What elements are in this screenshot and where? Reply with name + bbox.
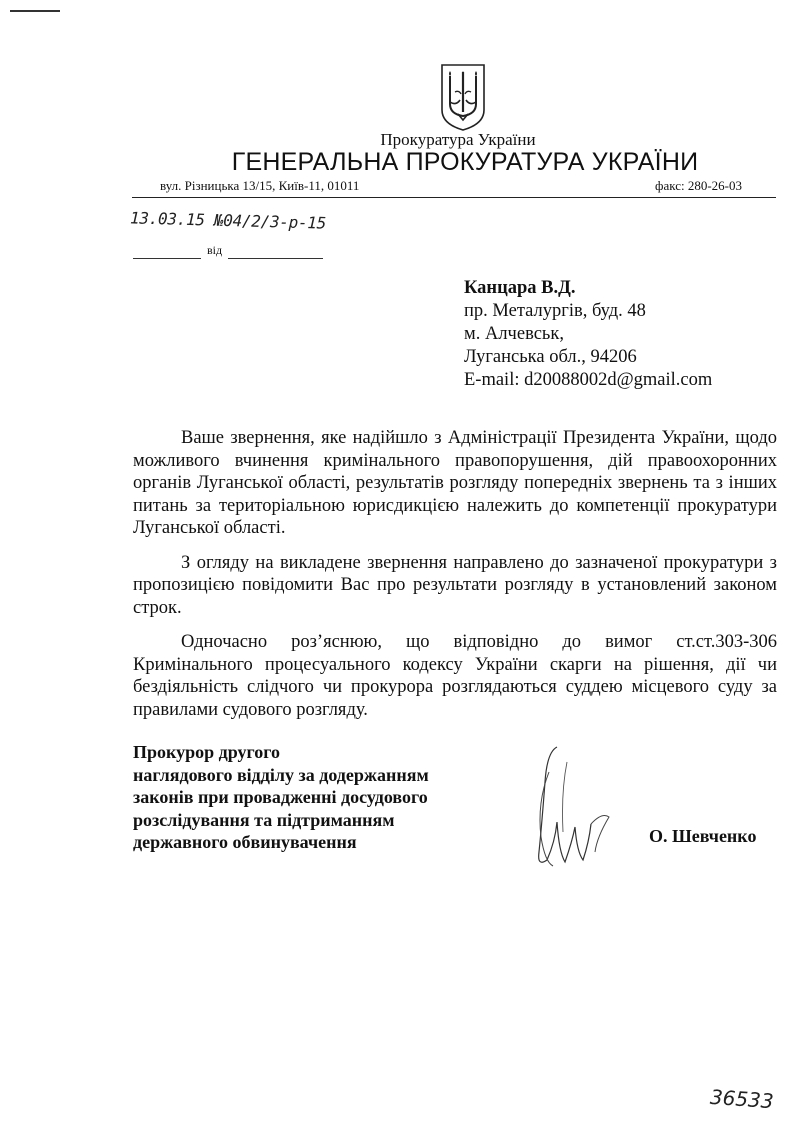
signatory-position: [133, 741, 429, 854]
letter-body: [133, 427, 777, 733]
date-blank-line: [228, 258, 323, 259]
registration-number-handwritten: 13.03.15 №04/2/3-р-15: [129, 208, 327, 233]
handwritten-document-number: 36533: [709, 1084, 775, 1114]
organization-fax: факс: 280-26-03: [655, 178, 742, 193]
signatory-position-line: Прокурор другого: [133, 742, 280, 762]
recipient-email: E-mail: d20088002d@gmail.com: [464, 370, 713, 390]
recipient-street: пр. Металургів, буд. 48: [464, 301, 646, 321]
date-label: від: [207, 243, 223, 257]
body-paragraph: Ваше звернення, яке надійшло з Адміністрації Президента України, щодо можливого вчинення кримінального правопорушення, дій правоохоронних органів Луганської області, результатів розгляду попередніх звернень та з інших питань за територіальною юрисдикцією належить до компетенції прокуратури Луганської області.: [133, 428, 777, 538]
organization-address: вул. Різницька 13/15, Київ-11, 01011: [160, 178, 360, 193]
body-paragraph: З огляду на викладене звернення направлено до зазначеної прокуратури з пропозицією повідомити Вас про результати розгляду в установлений законом строк.: [133, 552, 777, 618]
signatory-position-line: законів при провадженні досудового: [133, 787, 428, 807]
scan-mark: [10, 8, 60, 14]
handwritten-signature: [517, 742, 627, 872]
signatory-position-line: розслідування та підтриманням: [133, 809, 395, 830]
header-divider: [132, 197, 776, 198]
signatory-position-line: державного обвинувачення: [133, 832, 357, 852]
body-paragraph: Одночасно роз’яснюю, що відповідно до вимог ст.ст.303-306 Кримінального процесуального кодексу України скарги на рішення, дії чи бездіяльність слідчого чи прокурора розглядаються суддею місцевого суду за правилами судового розгляду.: [133, 632, 777, 720]
recipient-city: м. Алчевськ,: [464, 324, 564, 344]
number-blank-line: [133, 258, 201, 259]
coat-of-arms-icon: [439, 62, 487, 132]
recipient-block: [464, 277, 712, 392]
recipient-name: Канцара В.Д.: [464, 278, 576, 298]
recipient-region: Луганська обл., 94206: [464, 347, 637, 367]
signatory-position-line: наглядового відділу за додержанням: [133, 764, 429, 785]
signatory-name: О. Шевченко: [649, 826, 757, 846]
organization-title: ГЕНЕРАЛЬНА ПРОКУРАТУРА УКРАЇНИ: [231, 148, 699, 176]
organization-subtitle: Прокуратура України: [380, 130, 536, 149]
